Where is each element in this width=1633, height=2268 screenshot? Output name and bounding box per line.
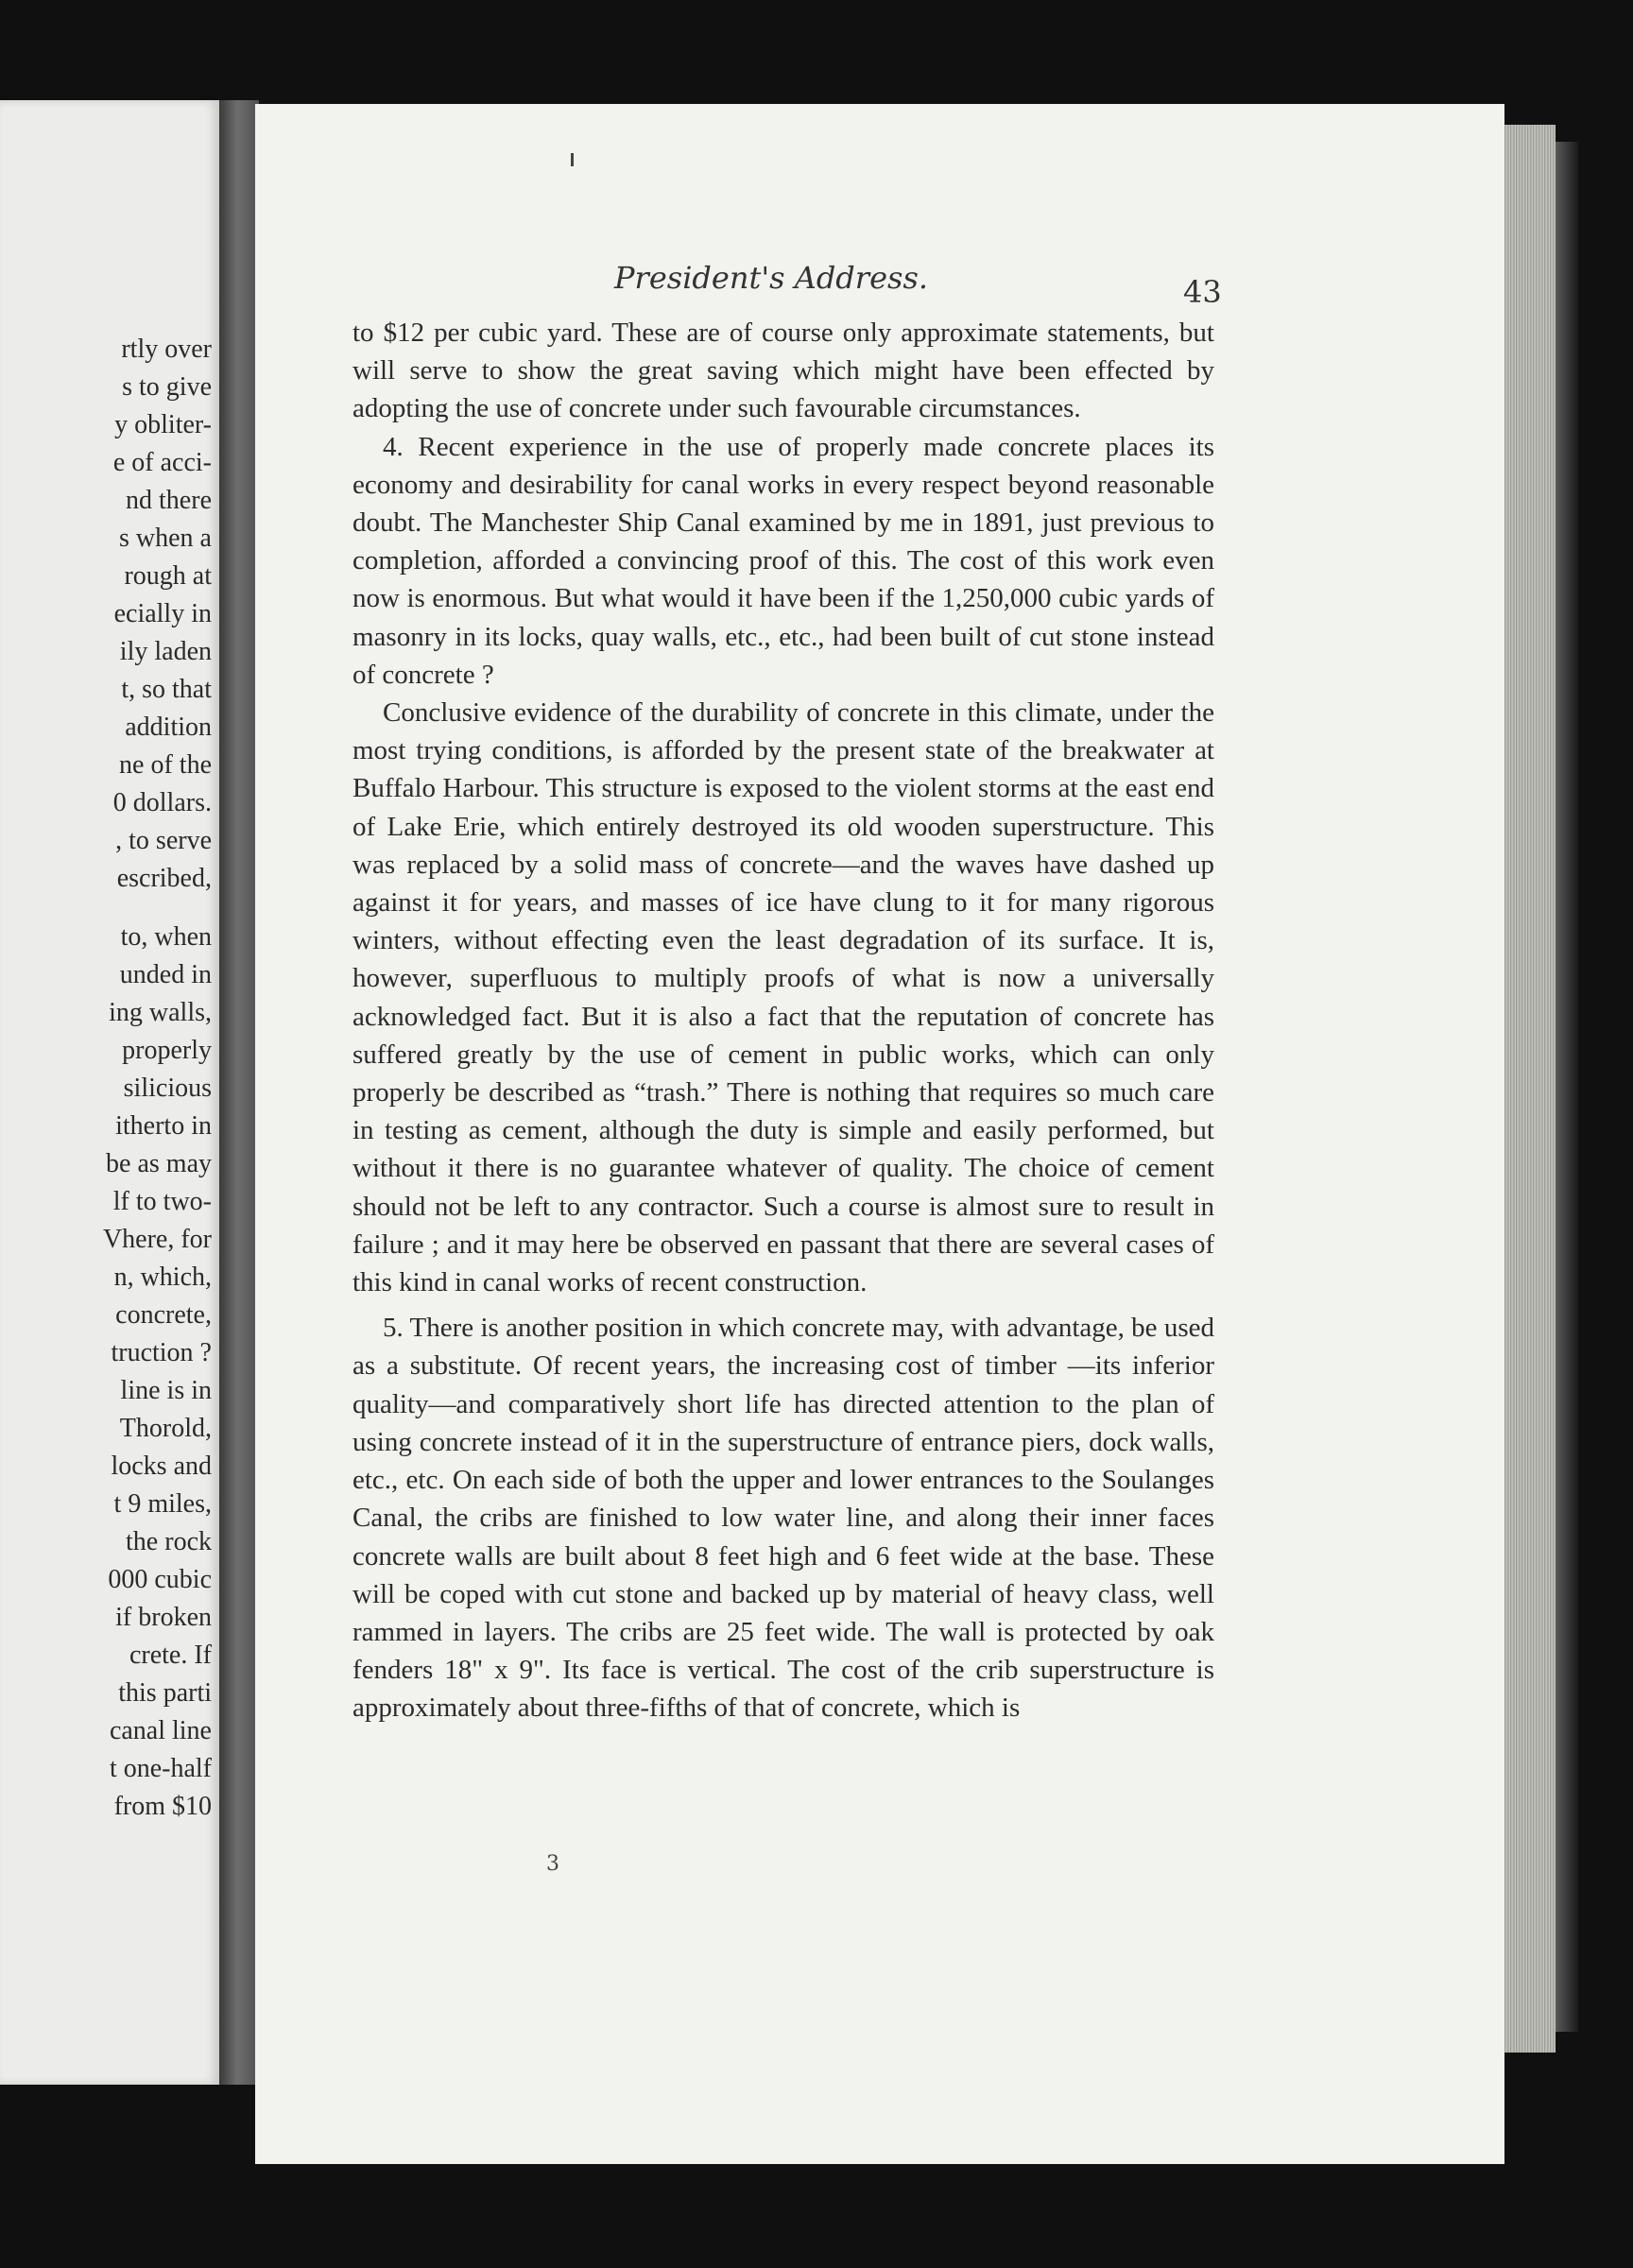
left-page-line: Vhere, for [102,1225,212,1254]
left-page-line: from $10 [113,1792,212,1821]
left-page-line: addition [125,713,212,742]
left-page-line: line is in [120,1376,212,1405]
left-page-line: be as may [106,1149,212,1178]
left-page-line: escribed, [116,864,212,893]
left-page-line: canal line [109,1716,212,1745]
left-page-line: s when a [119,524,212,553]
left-page-line: ecially in [113,599,212,628]
left-page-line: , to serve [115,826,212,855]
left-page-line: lf to two- [112,1187,212,1216]
page-edges [1504,125,1556,2053]
left-page-line: ily laden [119,637,212,666]
paragraph-section-4: 4. Recent experience in the use of properly made concrete places its economy and desirability for canal works in every respect beyond reasonable doubt. The Manchester Ship Canal examined by me in 1891, just previous to completion, afforded a convincing proof of this. The cost of this work even now is enormous. But what would it have been if the 1,250,000 cubic yards of masonry in its locks, quay walls, etc., etc., had been built of cut stone instead of concrete ? [352,431,1214,690]
left-page-line: truction ? [111,1338,212,1367]
left-page-line: the rock [126,1527,212,1556]
left-page-text-fragments [4,331,212,1826]
left-page-line: n, which, [113,1263,212,1292]
paragraph-buffalo-breakwater: Conclusive evidence of the durability of concrete in this climate, under the most trying conditions, is afforded by the present state of the breakwater at Buffalo Harbour. This structure is exposed to the violent storms at the east end of Lake Erie, which entirely destroyed its old wooden superstructure. This was replaced by a solid mass of concrete—and the waves have dashed up against it for years, and masses of ice have clung to it for many rigorous winters, without effecting even the least degradation of its surface. It is, however, superfluous to multiply proofs of what is now a universally acknowledged fact. But it is also a fact that the reputation of concrete has suffered greatly by the use of cement in public works, which can only properly be described as “trash.” There is nothing that requires so much care in testing as cement, although the duty is simple and easily performed, but without it there is no guarantee whatever of quality. The choice of cement should not be left to any contractor. Such a course is almost sure to result in failure ; and it may here be observed en passant that there are several cases of this kind in canal works of recent construction. [352,697,1214,1298]
left-page-line: ing walls, [109,998,212,1027]
paragraph-section-5: 5. There is another position in which concrete may, with advantage, be used as a substitute. Of recent years, the increasing cost of timber —its inferior quality—and comparatively short life has directed attention to the plan of using concrete instead of it in the superstructure of entrance piers, dock walls, etc., etc. On each side of both the upper and lower entrances to the Soulanges Canal, the cribs are finished to low water line, and along their inner faces concrete walls are built about 8 feet high and 6 feet wide at the base. These will be coped with cut stone and backed up by material of heavy class, well rammed in layers. The cribs are 25 feet wide. The wall is protected by oak fenders 18" x 9". Its face is vertical. The cost of the crib superstructure is approximately about three-fifths of that of concrete, which is [352,1313,1214,1724]
running-header-title: President's Address. [614,260,929,296]
left-page-line: concrete, [115,1300,212,1330]
ink-speck [571,153,574,166]
left-facing-page [0,100,219,2085]
body-text [352,314,1214,1727]
left-page-line: y obliter- [114,410,212,439]
left-page-line: t 9 miles, [113,1489,212,1519]
left-page-line: unded in [119,960,212,989]
signature-mark: 3 [546,1852,559,1876]
book-gutter [219,100,259,2085]
left-page-line: to, when [120,922,212,952]
left-page-line: t one-half [109,1754,212,1783]
page-number: 43 [1183,274,1222,310]
left-page-line: t, so that [121,675,212,704]
left-page-line: if broken [115,1603,212,1632]
paragraph-continuation: to $12 per cubic yard. These are of course only approximate statements, but will serve to show the great saving which might have been effected by adopting the use of concrete under such favourable circumstances. [352,318,1214,424]
left-page-paragraph-gap [4,898,212,919]
left-page-line: 0 dollars. [112,788,212,817]
left-page-line: Thorold, [119,1414,212,1443]
page-edges-shadow [1556,142,1578,2032]
left-page-line: silicious [123,1074,212,1103]
left-page-line: crete. If [129,1641,212,1670]
left-page-line: itherto in [115,1111,212,1141]
left-page-line: rtly over [121,335,212,364]
left-page-line: s to give [122,372,212,402]
left-page-line: rough at [124,561,212,591]
left-page-line: properly [122,1036,212,1065]
left-page-line: 000 cubic [108,1565,212,1594]
left-page-line: nd there [126,486,212,515]
left-page-line: ne of the [119,750,212,780]
left-page-line: e of acci- [112,448,212,477]
left-page-line: locks and [111,1452,212,1481]
left-page-line: this parti [118,1678,212,1708]
